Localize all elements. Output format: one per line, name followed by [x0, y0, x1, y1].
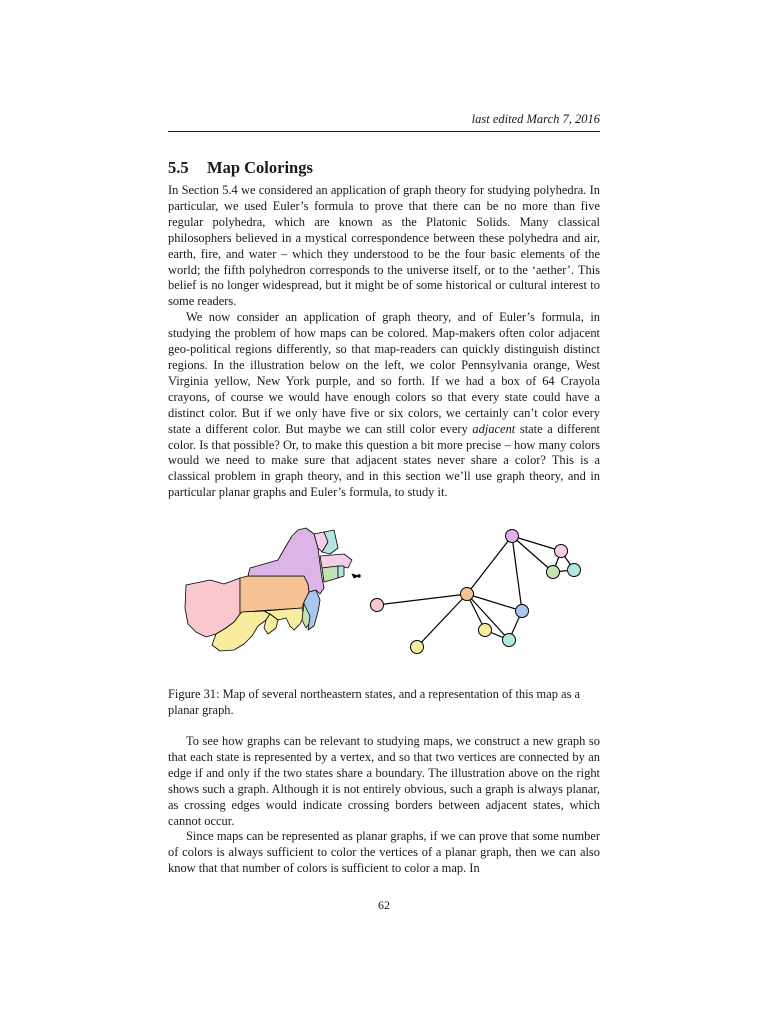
section-number: 5.5	[168, 158, 189, 177]
paragraph-text: state a different color. Is that possible? Or, to make this question a bit more precise – how many colors would we need to make sure that adjacent states never share a color? This is a classical problem in graph theory, and in this section we’ll use graph theory, and in particular planar graphs and Euler’s formula, to study it.	[168, 421, 601, 500]
planar-graph	[371, 530, 581, 654]
paragraph: Since maps can be represented as planar graphs, if we can prove that some number of colors is always sufficient to color the vertices of a planar graph, then we can also know that that number of colors is sufficient to color a map. In	[168, 829, 600, 876]
paragraph	[168, 310, 600, 501]
section-title: Map Colorings	[207, 158, 313, 177]
graph-vertices	[371, 530, 581, 654]
paragraph: To see how graphs can be relevant to studying maps, we construct a new graph so that each state is represented by a vertex, and so that two vertices are connected by an edge if and only if the two states share a boundary. The illustration above on the right shows such a graph. Although it is not entirely obvious, such a graph is always planar, as crossing edges would indicate crossing borders between adjacent states, which cannot occur.	[168, 734, 600, 828]
graph-vertex	[506, 530, 519, 543]
paragraph-text: We now consider an application of graph theory, and of Euler’s formula, in studying the problem of how maps can be colored. Map-makers often color adjacent geo-political regions differently, so that map-readers can quickly distinguish distinct regions. In the illustration below on the left, we color Pennsylvania orange, West Virginia yellow, New York purple, and so forth. If we had a box of 64 Crayola crayons, of course we would have enough colors so that every state could have a distinct color. But if we only have five or six colors, we certainly can’t color every state a different color. But maybe we can still color every	[168, 310, 600, 436]
graph-vertex	[411, 641, 424, 654]
section-heading	[168, 158, 313, 178]
page-number: 62	[378, 898, 390, 912]
body-text-top	[168, 183, 600, 501]
paragraph: In Section 5.4 we considered an application of graph theory for studying polyhedra. In particular, we used Euler’s formula to prove that there can be no more than five regular polyhedra, which are known as the Platonic Solids. Many classical philosophers believed in a mystical correspondence between these polyhedra and air, earth, fire, and water – which they understood to be the four basic elements of the world; the fifth polyhedron corresponds to the universe itself, or to the ‘aether’. This belief is no longer widespread, but it might be of some historical or cultural interest to some readers.	[168, 183, 600, 309]
graph-vertex	[568, 564, 581, 577]
figure-caption: Figure 31: Map of several northeastern states, and a representation of this map as a planar graph.	[168, 687, 581, 717]
connecticut-region	[322, 566, 338, 582]
header-rule	[168, 131, 600, 132]
graph-vertex	[461, 588, 474, 601]
graph-vertex	[371, 599, 384, 612]
graph-vertex	[555, 545, 568, 558]
state-map	[185, 528, 360, 651]
island-region	[352, 574, 358, 578]
graph-vertex	[516, 605, 529, 618]
graph-vertex	[547, 566, 560, 579]
figure-31	[168, 520, 600, 670]
island-region	[358, 575, 361, 578]
graph-edges	[377, 536, 574, 647]
graph-vertex	[479, 624, 492, 637]
running-head: last edited March 7, 2016	[471, 112, 600, 126]
emphasis-text: adjacent	[472, 421, 516, 436]
body-text-bottom	[168, 734, 600, 877]
rhode-island-region	[338, 566, 344, 578]
graph-vertex	[503, 634, 516, 647]
